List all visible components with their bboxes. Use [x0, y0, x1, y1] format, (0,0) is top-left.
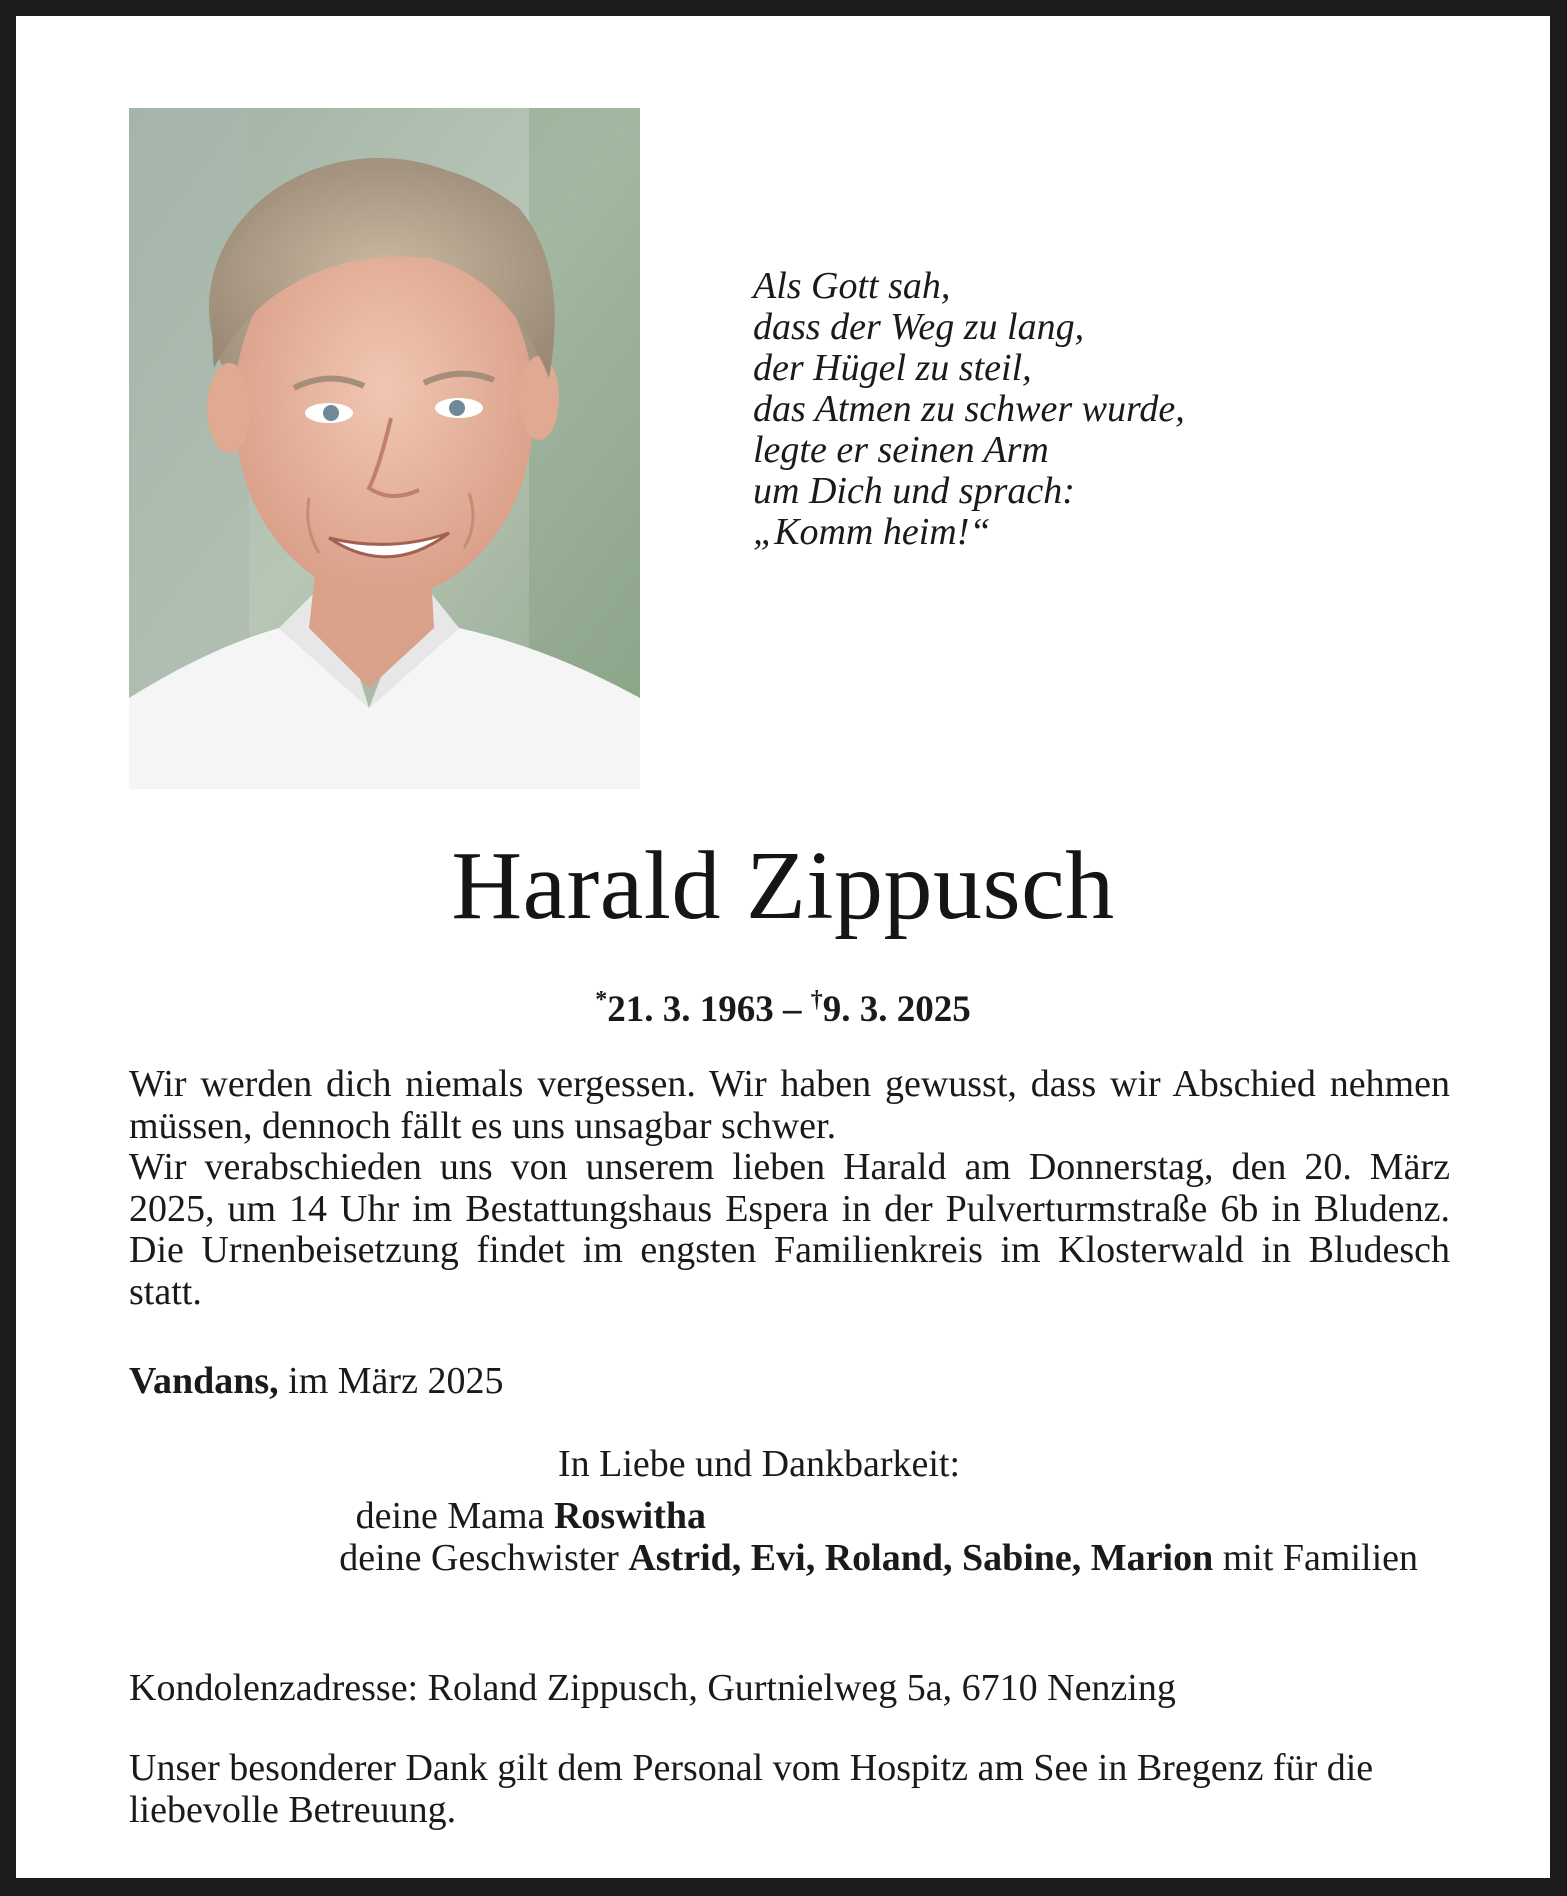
poem-line: der Hügel zu steil,	[753, 347, 1032, 389]
condolence-address: Kondolenzadresse: Roland Zippusch, Gurtnielweg 5a, 6710 Nenzing	[129, 1667, 1176, 1709]
poem-line: Als Gott sah,	[753, 265, 951, 307]
place-date	[129, 1359, 503, 1403]
birth-date: 21. 3. 1963	[607, 989, 774, 1030]
poem-line: um Dich und sprach:	[753, 470, 1075, 512]
portrait-photo	[129, 108, 640, 789]
poem-line: legte er seinen Arm	[753, 429, 1049, 471]
poem-line: das Atmen zu schwer wurde,	[753, 388, 1185, 430]
message-paragraph: Wir verabschieden uns von unserem lieben Harald am Donnerstag, den 20. März 2025, um 14 Uhr im Bestattungshaus Espera in der Pulverturmstraße 6b in Bludenz. Die Urnenbeisetzung findet im engsten Familienkreis im Klosterwald in Bludesch statt.	[129, 1146, 1450, 1313]
mourner-line-siblings	[339, 1536, 1418, 1580]
poem-line: dass der Weg zu lang,	[753, 306, 1085, 348]
death-symbol: †	[810, 987, 823, 1013]
place-date-text: im März 2025	[278, 1360, 504, 1402]
mourner-relation: deine Mama	[355, 1495, 554, 1537]
date-separator: –	[773, 989, 811, 1030]
mourner-names: Roswitha	[553, 1495, 706, 1537]
message-paragraph: Wir werden dich niemals vergessen. Wir haben gewusst, dass wir Abschied nehmen müssen, dennoch fällt es uns unsagbar schwer.	[129, 1063, 1450, 1147]
poem-line: „Komm heim!“	[753, 511, 991, 553]
life-dates	[16, 978, 1550, 1032]
place-town: Vandans,	[129, 1360, 279, 1402]
mourners-heading: In Liebe und Dankbarkeit:	[558, 1443, 961, 1485]
deceased-name: Harald Zippusch	[451, 832, 1115, 940]
mourner-names: Astrid, Evi, Roland, Sabine, Marion	[628, 1537, 1214, 1579]
birth-symbol: *	[595, 987, 608, 1013]
mourner-relation: deine Geschwister	[339, 1537, 629, 1579]
death-date: 9. 3. 2025	[822, 989, 971, 1030]
poem	[753, 266, 1185, 553]
obituary-message	[129, 1064, 1450, 1313]
mourner-line-mother	[356, 1494, 706, 1538]
mourner-suffix: mit Familien	[1213, 1537, 1418, 1579]
closing-thanks: Unser besonderer Dank gilt dem Personal vom Hospitz am See in Bregenz für die liebevolle Betreuung.	[129, 1747, 1374, 1831]
obituary-card	[16, 16, 1550, 1878]
